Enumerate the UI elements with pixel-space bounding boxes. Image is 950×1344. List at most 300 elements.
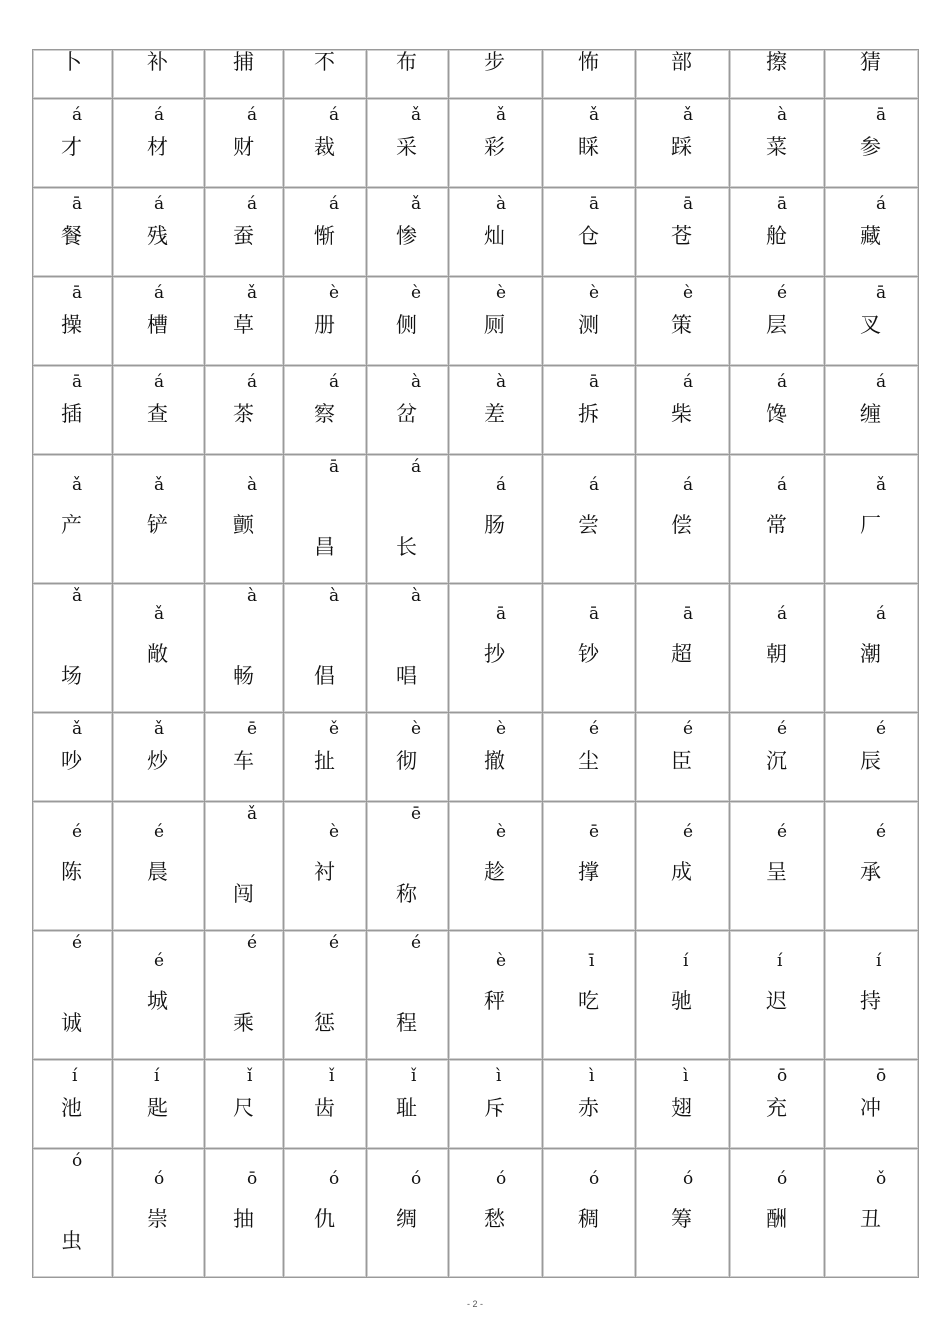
pinyin-tone: í [72, 1066, 78, 1086]
character-cell [449, 1060, 543, 1149]
pinyin-tone: ā [777, 194, 788, 214]
hanzi-character: 超 [671, 642, 692, 666]
pinyin-tone: á [589, 475, 600, 495]
pinyin-tone: ā [876, 105, 887, 125]
character-cell [543, 1149, 636, 1278]
pinyin-tone: á [329, 105, 340, 125]
character-cell [636, 50, 730, 99]
character-cell [33, 931, 113, 1060]
hanzi-character: 稠 [578, 1207, 599, 1231]
pinyin-tone: ǎ [589, 105, 600, 125]
pinyin-tone: é [72, 933, 83, 953]
pinyin-tone: ǎ [72, 475, 83, 495]
character-cell [284, 1149, 367, 1278]
character-cell [205, 713, 284, 802]
character-cell [284, 99, 367, 188]
hanzi-character: 策 [671, 313, 692, 337]
pinyin-tone: ǎ [411, 194, 422, 214]
pinyin-tone: é [876, 822, 887, 842]
pinyin-tone: ǐ [247, 1066, 253, 1086]
hanzi-character: 齿 [314, 1096, 335, 1120]
pinyin-tone: à [411, 372, 422, 392]
pinyin-tone: è [496, 283, 507, 303]
character-cell [113, 188, 205, 277]
hanzi-character: 参 [860, 135, 881, 159]
character-cell [284, 802, 367, 931]
hanzi-character: 丑 [860, 1207, 881, 1231]
character-cell [113, 455, 205, 584]
hanzi-character: 拆 [578, 402, 599, 426]
pinyin-tone: í [777, 951, 783, 971]
hanzi-character: 叉 [860, 313, 881, 337]
hanzi-character: 吵 [61, 749, 82, 773]
character-cell [825, 802, 919, 931]
pinyin-tone: á [72, 105, 83, 125]
pinyin-tone: ǎ [876, 475, 887, 495]
hanzi-character: 乘 [233, 1011, 254, 1035]
character-cell [113, 366, 205, 455]
character-cell [449, 99, 543, 188]
pinyin-tone: ǎ [154, 719, 165, 739]
hanzi-character: 馋 [766, 402, 787, 426]
character-cell [113, 50, 205, 99]
pinyin-tone: ǎ [72, 719, 83, 739]
pinyin-tone: ē [247, 719, 258, 739]
character-cell [730, 50, 825, 99]
pinyin-tone: á [247, 372, 258, 392]
character-cell [205, 277, 284, 366]
character-cell [730, 188, 825, 277]
character-cell [284, 455, 367, 584]
hanzi-character: 称 [396, 882, 417, 906]
pinyin-tone: à [777, 105, 788, 125]
hanzi-character: 布 [396, 50, 417, 74]
pinyin-tone: è [411, 719, 422, 739]
pinyin-tone: è [496, 951, 507, 971]
hanzi-character: 臣 [671, 749, 692, 773]
hanzi-character: 步 [484, 50, 505, 74]
character-cell [284, 713, 367, 802]
hanzi-character: 陈 [61, 860, 82, 884]
pinyin-tone: ì [683, 1066, 689, 1086]
pinyin-tone: á [154, 372, 165, 392]
pinyin-tone: á [247, 105, 258, 125]
pinyin-tone: ó [496, 1169, 507, 1189]
pinyin-tone: ì [496, 1066, 502, 1086]
character-cell [205, 802, 284, 931]
pinyin-tone: é [154, 951, 165, 971]
pinyin-tone: é [777, 283, 788, 303]
hanzi-character: 采 [396, 135, 417, 159]
hanzi-character: 车 [233, 749, 254, 773]
hanzi-character: 倡 [314, 664, 335, 688]
hanzi-character: 藏 [860, 224, 881, 248]
character-cell [825, 1149, 919, 1278]
hanzi-character: 肠 [484, 513, 505, 537]
character-cell [449, 188, 543, 277]
character-cell [825, 188, 919, 277]
character-cell [284, 277, 367, 366]
character-cell [113, 713, 205, 802]
character-cell [205, 1149, 284, 1278]
character-cell [205, 188, 284, 277]
hanzi-character: 蚕 [233, 224, 254, 248]
character-cell [825, 584, 919, 713]
character-cell [367, 277, 449, 366]
pinyin-tone: è [589, 283, 600, 303]
character-cell [367, 366, 449, 455]
character-cell [33, 366, 113, 455]
character-cell [636, 99, 730, 188]
character-cell [543, 277, 636, 366]
hanzi-character: 绸 [396, 1207, 417, 1231]
character-cell [825, 455, 919, 584]
hanzi-character: 闯 [233, 882, 254, 906]
pinyin-tone: á [154, 105, 165, 125]
table-row [33, 931, 919, 1060]
pinyin-tone: ǎ [683, 105, 694, 125]
hanzi-character: 茶 [233, 402, 254, 426]
character-cell [449, 931, 543, 1060]
hanzi-character: 查 [147, 402, 168, 426]
pinyin-tone: à [496, 194, 507, 214]
pinyin-tone: ǎ [411, 105, 422, 125]
hanzi-character: 补 [147, 50, 168, 74]
hanzi-character: 颤 [233, 513, 254, 537]
table-row [33, 277, 919, 366]
page-number: - 2 - [466, 1299, 483, 1309]
pinyin-tone: ǎ [247, 804, 258, 824]
character-cell [730, 931, 825, 1060]
hanzi-character: 彩 [484, 135, 505, 159]
hanzi-character: 槽 [147, 313, 168, 337]
pinyin-tone: ā [329, 457, 340, 477]
pinyin-tone: á [876, 194, 887, 214]
pinyin-tone: é [247, 933, 258, 953]
character-cell [449, 366, 543, 455]
pinyin-tone: ǎ [247, 283, 258, 303]
pinyin-tone: é [154, 822, 165, 842]
hanzi-character: 衬 [314, 860, 335, 884]
pinyin-tone: ō [777, 1066, 788, 1086]
pinyin-tone: è [329, 822, 340, 842]
character-cell [33, 584, 113, 713]
table-row [33, 713, 919, 802]
character-cell [367, 1149, 449, 1278]
character-cell [730, 1060, 825, 1149]
table-row [33, 1060, 919, 1149]
hanzi-character: 插 [61, 402, 82, 426]
character-cell [284, 366, 367, 455]
pinyin-tone: é [329, 933, 340, 953]
hanzi-character: 舱 [766, 224, 787, 248]
hanzi-character: 不 [314, 50, 335, 74]
character-cell [543, 713, 636, 802]
character-cell [284, 1060, 367, 1149]
character-cell [449, 455, 543, 584]
hanzi-character: 沉 [766, 749, 787, 773]
pinyin-tone: ō [247, 1169, 258, 1189]
pinyin-tone: ǎ [154, 604, 165, 624]
hanzi-character: 翅 [671, 1096, 692, 1120]
hanzi-character: 缠 [860, 402, 881, 426]
pinyin-tone: ā [496, 604, 507, 624]
hanzi-character: 耻 [396, 1096, 417, 1120]
character-cell [449, 802, 543, 931]
hanzi-character: 敞 [147, 642, 168, 666]
character-cell [33, 1060, 113, 1149]
character-cell [825, 1060, 919, 1149]
pinyin-tone: è [496, 822, 507, 842]
character-cell [33, 1149, 113, 1278]
character-cell [825, 277, 919, 366]
pinyin-tone: ā [72, 194, 83, 214]
pinyin-tone: á [247, 194, 258, 214]
character-cell [636, 455, 730, 584]
hanzi-character: 残 [147, 224, 168, 248]
hanzi-character: 酬 [766, 1207, 787, 1231]
pinyin-tone: á [411, 457, 422, 477]
pinyin-tone: á [777, 372, 788, 392]
hanzi-character: 睬 [578, 135, 599, 159]
hanzi-character: 材 [147, 135, 168, 159]
hanzi-character: 趁 [484, 860, 505, 884]
hanzi-character: 撤 [484, 749, 505, 773]
character-cell [449, 1149, 543, 1278]
character-cell [284, 584, 367, 713]
table-row [33, 50, 919, 99]
character-cell [730, 1149, 825, 1278]
character-cell [730, 584, 825, 713]
pinyin-tone: ā [589, 372, 600, 392]
pinyin-tone: ó [329, 1169, 340, 1189]
pinyin-tone: é [589, 719, 600, 739]
hanzi-character: 惩 [314, 1011, 335, 1035]
character-cell [367, 188, 449, 277]
hanzi-character: 晨 [147, 860, 168, 884]
pinyin-tone: é [72, 822, 83, 842]
pinyin-tone: ó [411, 1169, 422, 1189]
character-cell [636, 277, 730, 366]
character-cell [33, 277, 113, 366]
character-cell [113, 931, 205, 1060]
hanzi-character: 操 [61, 313, 82, 337]
pinyin-tone: ā [589, 194, 600, 214]
hanzi-character: 踩 [671, 135, 692, 159]
character-cell [33, 455, 113, 584]
hanzi-character: 察 [314, 402, 335, 426]
pinyin-tone: è [411, 283, 422, 303]
character-cell [636, 802, 730, 931]
pinyin-tone: ǎ [154, 475, 165, 495]
character-cell [367, 584, 449, 713]
hanzi-character: 裁 [314, 135, 335, 159]
hanzi-character: 岔 [396, 402, 417, 426]
character-cell [543, 366, 636, 455]
pinyin-tone: è [496, 719, 507, 739]
hanzi-character: 炒 [147, 749, 168, 773]
character-cell [205, 584, 284, 713]
character-cell [367, 713, 449, 802]
pinyin-tone: é [876, 719, 887, 739]
pinyin-tone: é [683, 719, 694, 739]
hanzi-character: 仇 [314, 1207, 335, 1231]
character-cell [113, 1060, 205, 1149]
hanzi-character: 辰 [860, 749, 881, 773]
character-cell [825, 931, 919, 1060]
character-cell [543, 99, 636, 188]
hanzi-character: 迟 [766, 989, 787, 1013]
character-cell [543, 584, 636, 713]
hanzi-character: 赤 [578, 1096, 599, 1120]
character-cell [543, 455, 636, 584]
hanzi-character: 尘 [578, 749, 599, 773]
character-cell [449, 50, 543, 99]
hanzi-character: 池 [61, 1096, 82, 1120]
hanzi-character: 充 [766, 1096, 787, 1120]
hanzi-character: 猜 [860, 50, 881, 74]
pinyin-tone: é [411, 933, 422, 953]
character-cell [33, 188, 113, 277]
character-cell [113, 277, 205, 366]
character-cell [367, 1060, 449, 1149]
table-row [33, 584, 919, 713]
character-cell [636, 1149, 730, 1278]
pinyin-tone: á [329, 372, 340, 392]
hanzi-character: 擦 [766, 50, 787, 74]
character-cell [367, 455, 449, 584]
pinyin-tone: ā [683, 604, 694, 624]
pinyin-tone: á [154, 283, 165, 303]
character-cell [825, 99, 919, 188]
pinyin-tone: é [683, 822, 694, 842]
hanzi-character: 崇 [147, 1207, 168, 1231]
hanzi-character: 冲 [860, 1096, 881, 1120]
pinyin-tone: à [329, 586, 340, 606]
hanzi-character: 愁 [484, 1207, 505, 1231]
character-cell [730, 455, 825, 584]
hanzi-character: 财 [233, 135, 254, 159]
character-cell [449, 277, 543, 366]
hanzi-character: 成 [671, 860, 692, 884]
character-cell [284, 50, 367, 99]
pinyin-tone: á [154, 194, 165, 214]
hanzi-character: 怖 [578, 50, 599, 74]
character-cell [367, 802, 449, 931]
pinyin-tone: à [411, 586, 422, 606]
character-cell [543, 802, 636, 931]
table-row [33, 1149, 919, 1278]
character-cell [636, 931, 730, 1060]
pinyin-tone: ì [589, 1066, 595, 1086]
hanzi-character: 铲 [147, 513, 168, 537]
hanzi-character: 菜 [766, 135, 787, 159]
character-cell [284, 188, 367, 277]
character-cell [543, 50, 636, 99]
hanzi-character: 仓 [578, 224, 599, 248]
hanzi-character: 惭 [314, 224, 335, 248]
hanzi-character: 朝 [766, 642, 787, 666]
character-cell [636, 1060, 730, 1149]
character-cell [205, 1060, 284, 1149]
hanzi-character: 卜 [61, 50, 82, 74]
hanzi-character: 扯 [314, 749, 335, 773]
hanzi-character: 差 [484, 402, 505, 426]
pinyin-tone: ě [329, 719, 340, 739]
pinyin-tone: á [683, 372, 694, 392]
character-cell [205, 50, 284, 99]
hanzi-character: 潮 [860, 642, 881, 666]
hanzi-character: 彻 [396, 749, 417, 773]
pinyin-tone: ǐ [329, 1066, 335, 1086]
character-cell [636, 713, 730, 802]
hanzi-character: 斥 [484, 1096, 505, 1120]
character-cell [113, 1149, 205, 1278]
table-row [33, 188, 919, 277]
pinyin-tone: ǒ [876, 1169, 887, 1189]
hanzi-character: 才 [61, 135, 82, 159]
pinyin-tone: ó [683, 1169, 694, 1189]
hanzi-character: 册 [314, 313, 335, 337]
hanzi-character: 筹 [671, 1207, 692, 1231]
pinyin-character-table [32, 49, 919, 1278]
hanzi-character: 餐 [61, 224, 82, 248]
hanzi-character: 唱 [396, 664, 417, 688]
hanzi-character: 捕 [233, 50, 254, 74]
hanzi-character: 城 [147, 989, 168, 1013]
hanzi-character: 畅 [233, 664, 254, 688]
pinyin-tone: ē [411, 804, 422, 824]
hanzi-character: 草 [233, 313, 254, 337]
character-cell [205, 931, 284, 1060]
table-row [33, 366, 919, 455]
pinyin-tone: à [247, 586, 258, 606]
character-cell [367, 99, 449, 188]
hanzi-character: 抽 [233, 1207, 254, 1231]
pinyin-tone: è [683, 283, 694, 303]
pinyin-tone: í [683, 951, 689, 971]
hanzi-character: 侧 [396, 313, 417, 337]
hanzi-character: 诚 [61, 1011, 82, 1035]
character-cell [113, 584, 205, 713]
pinyin-tone: á [777, 475, 788, 495]
pinyin-tone: ǎ [496, 105, 507, 125]
hanzi-character: 尝 [578, 513, 599, 537]
character-cell [636, 584, 730, 713]
pinyin-tone: ǐ [411, 1066, 417, 1086]
pinyin-tone: è [329, 283, 340, 303]
character-cell [284, 931, 367, 1060]
pinyin-tone: ī [589, 951, 595, 971]
hanzi-character: 抄 [484, 642, 505, 666]
character-cell [449, 713, 543, 802]
hanzi-character: 厕 [484, 313, 505, 337]
hanzi-character: 尺 [233, 1096, 254, 1120]
hanzi-character: 厂 [860, 513, 881, 537]
hanzi-character: 承 [860, 860, 881, 884]
hanzi-character: 长 [396, 535, 417, 559]
character-cell [205, 99, 284, 188]
pinyin-tone: ó [777, 1169, 788, 1189]
character-cell [205, 455, 284, 584]
character-cell [636, 366, 730, 455]
table-row [33, 99, 919, 188]
character-cell [730, 366, 825, 455]
hanzi-character: 秤 [484, 989, 505, 1013]
pinyin-tone: ā [876, 283, 887, 303]
character-cell [730, 802, 825, 931]
character-cell [543, 1060, 636, 1149]
